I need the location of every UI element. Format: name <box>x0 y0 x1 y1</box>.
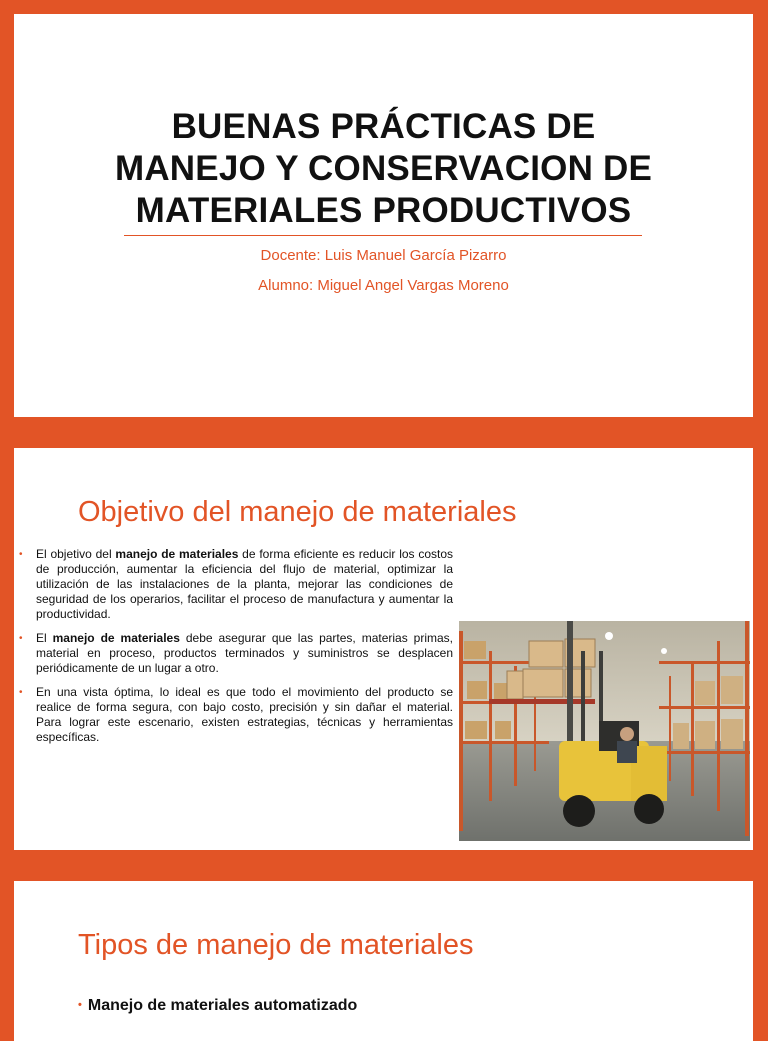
bullet-dot-icon: • <box>19 633 23 644</box>
forklift-warehouse-photo <box>459 621 750 841</box>
slide-heading: Tipos de manejo de materiales <box>78 929 474 961</box>
slide-heading: Objetivo del manejo de materiales <box>78 496 517 528</box>
bullet-item: • En una vista óptima, lo ideal es que todo el movimiento del producto se realice de forma segura, con bajo costo, precisión y sin dañar el material. Para lograr este escenario, existen estrategias, técnicas y herramientas específicas. <box>19 685 453 744</box>
title-line-2: MANEJO Y CONSERVACION DE <box>114 149 653 188</box>
bullet-list <box>19 547 454 754</box>
bullet-item: • El manejo de materiales debe asegurar que las partes, materias primas, material en proceso, productos terminados y suministros se desplacen periódicamente de un lugar a otro. <box>19 631 454 675</box>
bullet-dot-icon: • <box>19 549 23 560</box>
types-slide <box>14 881 753 1041</box>
bullet-dot-icon: • <box>78 999 82 1011</box>
bullet-dot-icon: • <box>19 687 23 698</box>
docente-text: Docente: Luis Manuel García Pizarro <box>260 247 507 264</box>
title-divider <box>124 235 642 236</box>
slide-title <box>14 106 753 232</box>
title-line-1: BUENAS PRÁCTICAS DE <box>171 107 596 146</box>
bullet-item: • El objetivo del manejo de materiales de forma eficiente es reducir los costos de producción, aumentar la eficiencia del flujo de material, optimizar la utilización de las instalaciones de la planta, mejorar las condiciones de seguridad de los operarios, facilitar el proceso de manufactura y aumentar la productividad. <box>19 547 454 621</box>
warehouse-illustration <box>459 621 750 841</box>
bullet-text: Manejo de materiales automatizado <box>87 997 358 1014</box>
title-slide <box>14 14 753 417</box>
bullet-item <box>78 997 357 1015</box>
title-line-3: MATERIALES PRODUCTIVOS <box>135 191 632 230</box>
objective-slide <box>14 448 753 850</box>
alumno-text: Alumno: Miguel Angel Vargas Moreno <box>258 277 509 294</box>
